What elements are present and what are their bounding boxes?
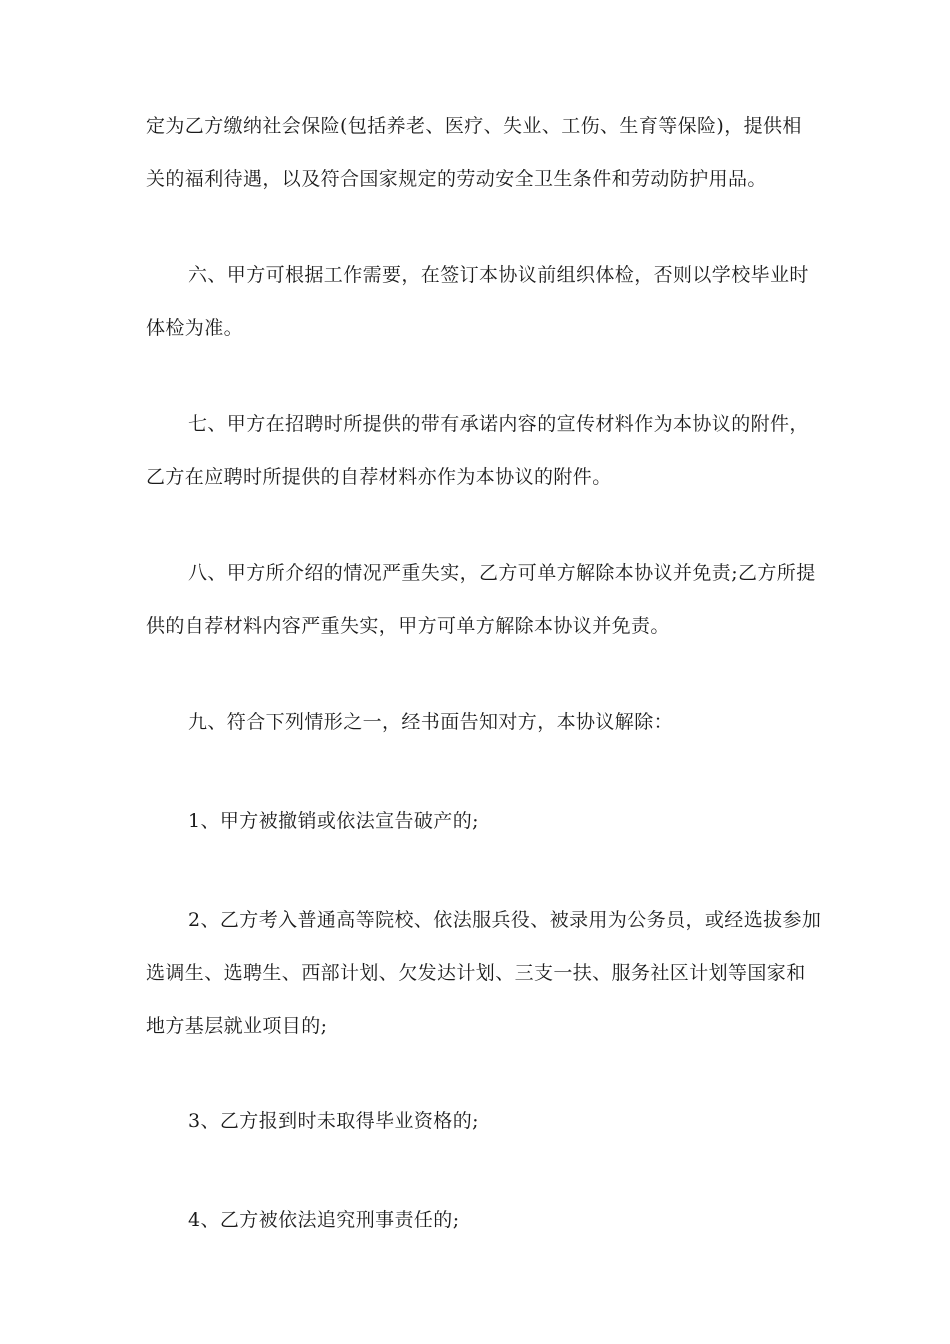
paragraph-line: 地方基层就业项目的;	[146, 1015, 328, 1037]
paragraph-clause-seven	[146, 398, 809, 504]
paragraph-line: 八、甲方所介绍的情况严重失实，乙方可单方解除本协议并免责;乙方所提	[188, 562, 816, 584]
paragraph-item-1	[146, 795, 806, 848]
paragraph-item-2	[146, 894, 822, 1053]
paragraph-line: 七、甲方在招聘时所提供的带有承诺内容的宣传材料作为本协议的附件，	[188, 413, 809, 435]
paragraph-line: 体检为准。	[146, 317, 244, 339]
paragraph-item-4	[146, 1194, 806, 1247]
paragraph-line: 1、甲方被撤销或依法宣告破产的;	[188, 810, 479, 832]
paragraph-line: 4、乙方被依法追究刑事责任的;	[188, 1209, 460, 1231]
paragraph-social-insurance	[146, 100, 806, 206]
paragraph-line: 3、乙方报到时未取得毕业资格的;	[188, 1110, 479, 1132]
paragraph-line: 九、符合下列情形之一，经书面告知对方，本协议解除：	[188, 711, 674, 733]
paragraph-line: 定为乙方缴纳社会保险(包括养老、医疗、失业、工伤、生育等保险)，提供相	[146, 115, 802, 137]
paragraph-clause-six	[146, 249, 809, 355]
paragraph-line: 乙方在应聘时所提供的自荐材料亦作为本协议的附件。	[146, 466, 612, 488]
paragraph-clause-nine	[146, 696, 806, 749]
paragraph-line: 供的自荐材料内容严重失实，甲方可单方解除本协议并免责。	[146, 615, 670, 637]
paragraph-line: 选调生、选聘生、西部计划、欠发达计划、三支一扶、服务社区计划等国家和	[146, 962, 806, 984]
paragraph-clause-eight	[146, 547, 816, 653]
paragraph-line: 六、甲方可根据工作需要，在签订本协议前组织体检，否则以学校毕业时	[188, 264, 809, 286]
paragraph-line: 关的福利待遇，以及符合国家规定的劳动安全卫生条件和劳动防护用品。	[146, 168, 767, 190]
paragraph-item-3	[146, 1095, 806, 1148]
paragraph-line: 2、乙方考入普通高等院校、依法服兵役、被录用为公务员，或经选拔参加	[188, 909, 822, 931]
